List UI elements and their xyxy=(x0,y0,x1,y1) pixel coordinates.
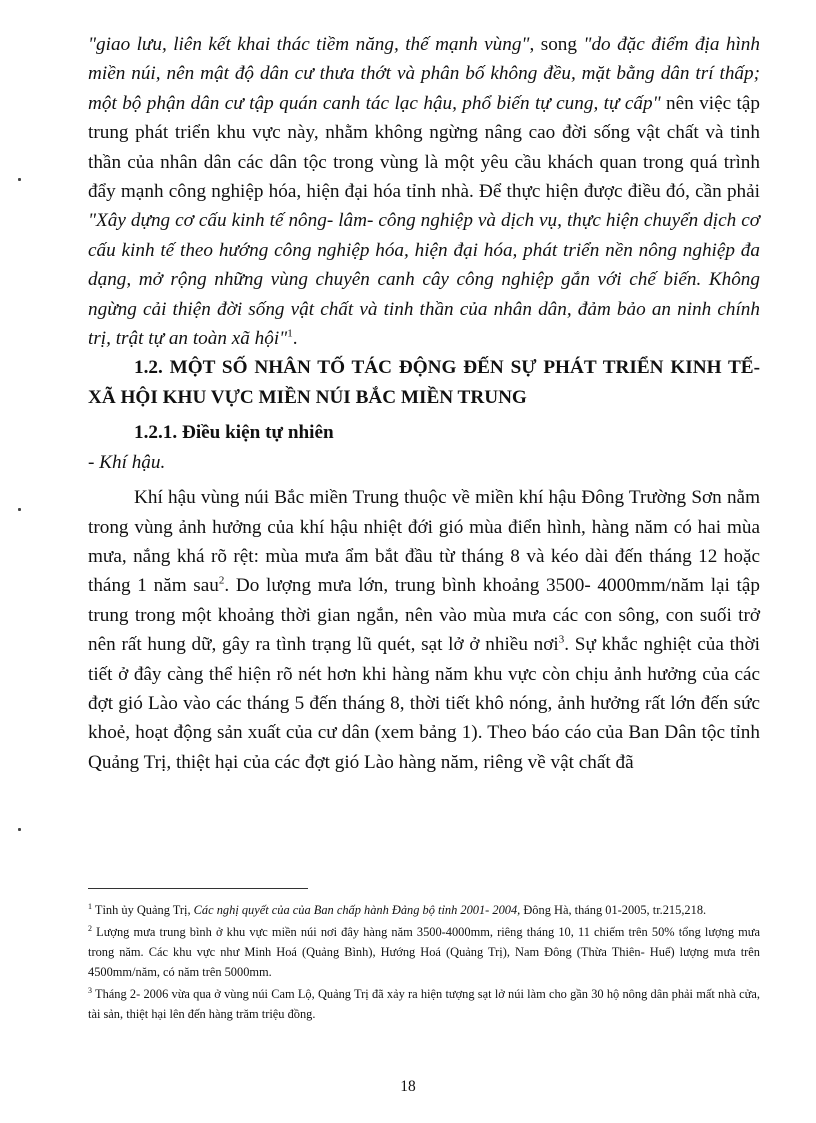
subsection-heading: 1.2.1. Điều kiện tự nhiên xyxy=(134,422,334,444)
footnote-ref: 3 xyxy=(558,633,565,646)
footnote-ref: 1 xyxy=(287,327,293,340)
footnotes xyxy=(88,900,760,1026)
footnote-3: $^3$ Tháng 2- 2006 vừa qua ở vùng núi Cam Lộ, Quảng Trị đã xảy ra hiện tượng sạt lở núi làm cho gần 30 hộ nông dân phải mất nhà cửa, tài sản, thiệt hại lên đến hàng trăm triệu đồng. xyxy=(88,985,760,1021)
body-text xyxy=(88,30,760,777)
footnote-2: $^2$ Lượng mưa trung bình ở khu vực miền núi nơi đây hàng năm 3500-4000mm, riêng tháng 10, 11 chiếm trên 50% tổng lượng mưa trong năm. Các khu vực như Minh Hoá (Quảng Bình), Hướng Hoá (Quảng Trị), Nam Đông (Thừa Thiên- Huế) lượng mưa trên 4500mm/năm, có năm trên 5000mm. xyxy=(88,923,760,979)
topic-label: - Khí hậu. xyxy=(88,451,166,473)
quote: "giao lưu, liên kết khai thác tiềm năng, thế mạnh vùng" xyxy=(88,34,530,55)
scan-mark xyxy=(18,508,21,511)
page-number: 18 xyxy=(400,1078,416,1095)
footnote-ref: 2 xyxy=(218,574,225,587)
footnote-1: $^1$ Tỉnh ủy Quảng Trị, Các nghị quyết của của Ban chấp hành Đảng bộ tỉnh 2001- 2004, Đông Hà, tháng 01-2005, tr.215,218. xyxy=(88,901,707,917)
quote: "Xây dựng cơ cấu kinh tế nông- lâm- công nghiệp và dịch vụ, thực hiện chuyển dịch cơ cấu kinh tế theo hướng công nghiệp hóa, hiện đại hóa, phát triển nền nông nghiệp đa dạng, mở rộng những vùng chuyên canh cây công nghiệp gắn với chế biến. Không ngừng cải thiện đời sống vật chất và tinh thần của nhân dân, đảm bảo an ninh chính trị, trật tự an toàn xã hội" xyxy=(88,210,760,350)
paragraph-intro: "giao lưu, liên kết khai thác tiềm năng, thế mạnh vùng", song "do đặc điểm địa hình miền núi, nên mật độ dân cư thưa thớt và phân bố không đều, mặt bằng dân trí thấp; một bộ phận dân cư tập quán canh tác lạc hậu, phổ biến tự cung, tự cấp" nên việc tập trung phát triển khu vực này, nhằm không ngừng nâng cao đời sống vật chất và tinh thần của nhân dân các dân tộc trong vùng là một yêu cầu khách quan trong quá trình đẩy mạnh công nghiệp hóa, hiện đại hóa tỉnh nhà. Để thực hiện được điều đó, cần phải "Xây dựng cơ cấu kinh tế nông- lâm- công nghiệp và dịch vụ, thực hiện chuyển dịch cơ cấu kinh tế theo hướng công nghiệp hóa, hiện đại hóa, phát triển nền nông nghiệp đa dạng, mở rộng những vùng chuyên canh cây công nghiệp gắn với chế biến. Không ngừng cải thiện đời sống vật chất và tinh thần của nhân dân, đảm bảo an ninh chính trị, trật tự an toàn xã hội"$^1$. xyxy=(88,34,760,350)
paragraph-climate: Khí hậu vùng núi Bắc miền Trung thuộc về miền khí hậu Đông Trường Sơn nằm trong vùng ảnh hưởng của khí hậu nhiệt đới gió mùa điển hình, hàng năm có hai mùa mưa, nắng khá rõ rệt: mùa mưa ẩm bắt đầu từ tháng 8 và kéo dài đến tháng 12 hoặc tháng 1 năm sau$^2$. Do lượng mưa lớn, trung bình khoảng 3500- 4000mm/năm lại tập trung trong một khoảng thời gian ngắn, nên vào mùa mưa các con sông, con suối trở nên rất hung dữ, gây ra tình trạng lũ quét, sạt lở ở nhiều nơi$^3$. Sự khắc nghiệt của thời tiết ở đây càng thể hiện rõ nét hơn khi hàng năm khu vực còn chịu ảnh hưởng của các đợt gió Lào vào các tháng 5 đến tháng 8, thời tiết khô nóng, ảnh hưởng rất lớn đến sức khoẻ, hoạt động sản xuất của cư dân (xem bảng 1). Theo báo cáo của Ban Dân tộc tỉnh Quảng Trị, thiệt hại của các đợt gió Lào hàng năm, riêng về vật chất đã xyxy=(88,487,761,773)
section-heading: 1.2. MỘT SỐ NHÂN TỐ TÁC ĐỘNG ĐẾN SỰ PHÁT TRIỂN KINH TẾ- XÃ HỘI KHU VỰC MIỀN NÚI BẮC MIỀN TRUNG xyxy=(88,357,760,408)
quote: "do đặc điểm địa hình miền núi, nên mật độ dân cư thưa thớt và phân bố không đều, mặt bằng dân trí thấp; một bộ phận dân cư tập quán canh tác lạc hậu, phổ biến tự cung, tự cấp" xyxy=(88,34,760,114)
scan-mark xyxy=(18,178,21,181)
footnote-divider xyxy=(88,888,308,889)
scan-mark xyxy=(18,828,21,831)
